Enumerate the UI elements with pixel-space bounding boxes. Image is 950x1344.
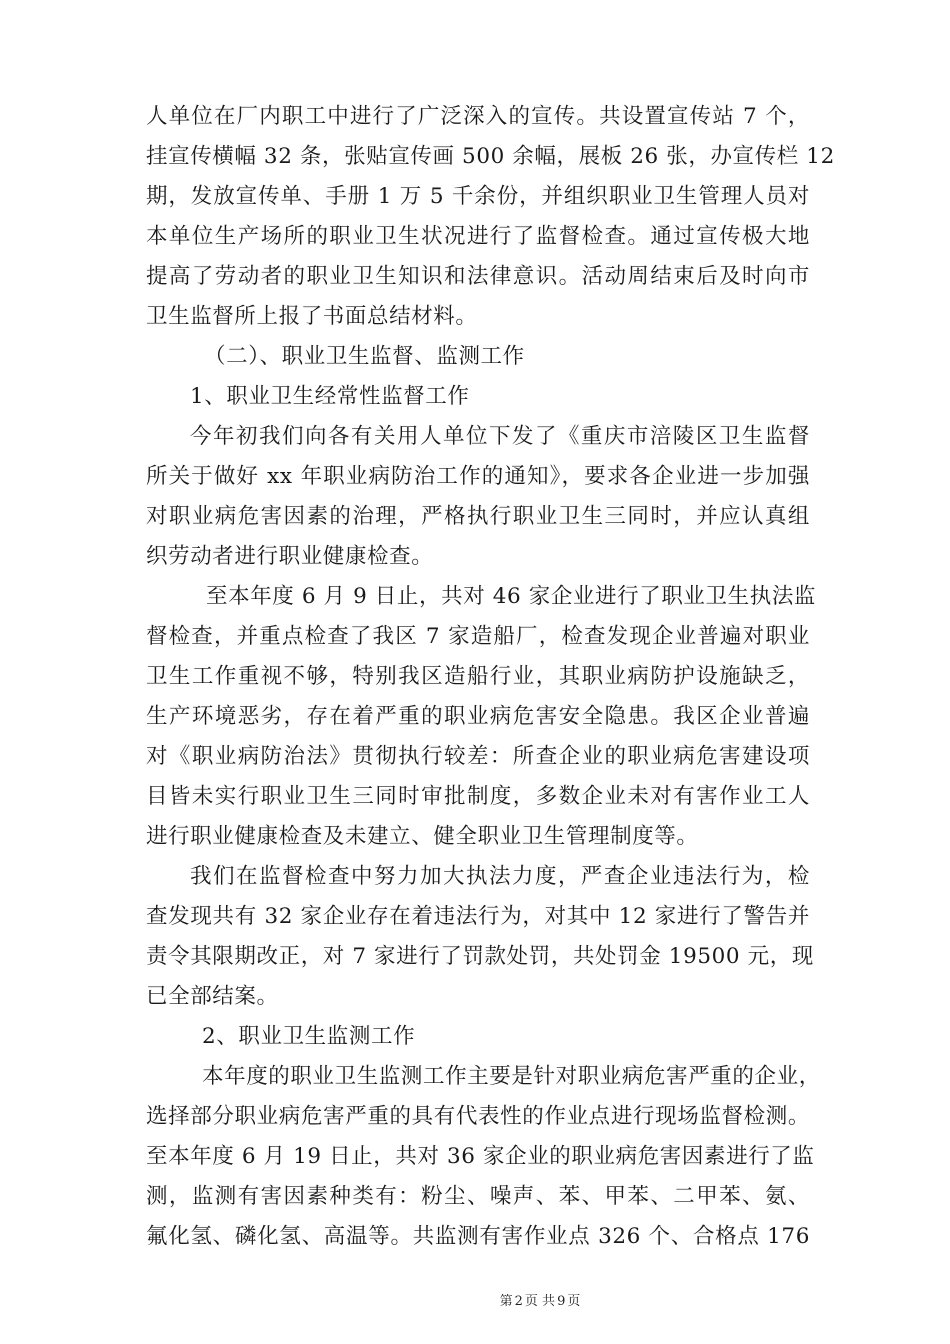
- body-line: 生产环境恶劣，存在着严重的职业病危害安全隐患。我区企业普遍: [146, 704, 810, 729]
- body-line: 我们在监督检查中努力加大执法力度，严查企业违法行为，检: [190, 864, 810, 889]
- body-line: 查发现共有 32 家企业存在着违法行为，对其中 12 家进行了警告并: [146, 904, 810, 929]
- body-line: 选择部分职业病危害严重的具有代表性的作业点进行现场监督检测。: [146, 1104, 810, 1129]
- body-line: 已全部结案。: [146, 984, 279, 1009]
- body-line: 挂宣传横幅 32 条，张贴宣传画 500 余幅，展板 26 张，办宣传栏 12: [146, 144, 835, 169]
- page-prefix: 第: [499, 1294, 513, 1309]
- body-line: 对职业病危害因素的治理，严格执行职业卫生三同时，并应认真组: [146, 504, 810, 529]
- body-line: 进行职业健康检查及未建立、健全职业卫生管理制度等。: [146, 824, 699, 849]
- body-line: 至本年度 6 月 19 日止，共对 36 家企业的职业病危害因素进行了监: [146, 1144, 815, 1169]
- section-heading: （二）、职业卫生监督、监测工作: [204, 344, 525, 369]
- body-line: 督检查，并重点检查了我区 7 家造船厂，检查发现企业普遍对职业: [146, 624, 810, 649]
- body-line: 氟化氢、磷化氢、高温等。共监测有害作业点 326 个、合格点 176: [146, 1224, 810, 1249]
- body-line: 卫生工作重视不够，特别我区造船行业，其职业病防护设施缺乏，: [146, 664, 810, 689]
- body-line: 本单位生产场所的职业卫生状况进行了监督检查。通过宣传极大地: [146, 224, 810, 249]
- body-line: 期，发放宣传单、手册 1 万 5 千余份，并组织职业卫生管理人员对: [146, 184, 810, 209]
- body-line: 今年初我们向各有关用人单位下发了《重庆市涪陵区卫生监督: [190, 424, 810, 449]
- page-current: 2: [514, 1294, 523, 1309]
- page-mid: 页 共: [524, 1294, 556, 1309]
- body-line: 织劳动者进行职业健康检查。: [146, 544, 434, 569]
- body-line: 卫生监督所上报了书面总结材料。: [146, 304, 478, 329]
- body-line: 至本年度 6 月 9 日止，共对 46 家企业进行了职业卫生执法监: [206, 584, 817, 609]
- body-line: 责令其限期改正，对 7 家进行了罚款处罚，共处罚金 19500 元，现: [146, 944, 814, 969]
- page-total: 9: [557, 1294, 566, 1309]
- body-line: 对《职业病防治法》贯彻执行较差：所查企业的职业病危害建设项: [146, 744, 810, 769]
- body-line: 目皆未实行职业卫生三同时审批制度，多数企业未对有害作业工人: [146, 784, 810, 809]
- subsection-heading: 1、职业卫生经常性监督工作: [190, 384, 470, 409]
- subsection-heading: 2、职业卫生监测工作: [202, 1024, 416, 1049]
- body-line: 人单位在厂内职工中进行了广泛深入的宣传。共设置宣传站 7 个，: [146, 104, 810, 129]
- body-line: 所关于做好 xx 年职业病防治工作的通知》，要求各企业进一步加强: [146, 464, 810, 489]
- page-number-footer: [0, 1290, 950, 1309]
- body-line: 测，监测有害因素种类有：粉尘、噪声、苯、甲苯、二甲苯、氨、: [146, 1184, 810, 1209]
- page-suffix: 页: [567, 1294, 581, 1309]
- body-line: 提高了劳动者的职业卫生知识和法律意识。活动周结束后及时向市: [146, 264, 810, 289]
- body-line: 本年度的职业卫生监测工作主要是针对职业病危害严重的企业，: [202, 1064, 821, 1089]
- document-body: [146, 97, 835, 1257]
